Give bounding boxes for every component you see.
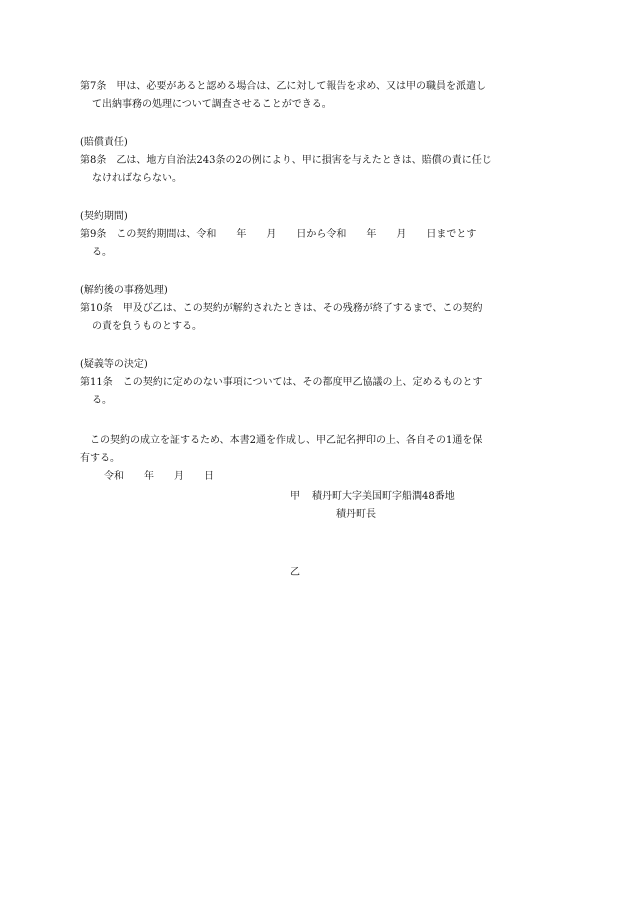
article-11-heading: (疑義等の決定)	[80, 359, 148, 370]
article-7	[80, 78, 550, 114]
article-11	[80, 356, 550, 410]
article-7-line-2: て出納事務の処理について調査させることができる。	[92, 99, 332, 110]
article-10-line-1: 第10条 甲及び乙は、この契約が解約されたときは、その残務が終了するまで、この契約	[80, 303, 483, 314]
signature-date: 令和 年 月 日	[104, 471, 214, 482]
article-8	[80, 134, 550, 188]
article-11-line-2: る。	[92, 395, 112, 406]
party-a-label: 甲	[290, 491, 300, 502]
party-a-address: 積丹町大字美国町字船澗48番地	[312, 491, 455, 502]
article-9	[80, 208, 550, 262]
article-9-line-1: 第9条 この契約期間は、令和 年 月 日から令和 年 月 日までとす	[80, 229, 477, 240]
article-10	[80, 282, 550, 336]
article-9-line-2: る。	[92, 247, 112, 258]
article-10-heading: (解約後の事務処理)	[80, 285, 168, 296]
article-8-line-1: 第8条 乙は、地方自治法243条の2の例により、甲に損害を与えたときは、賠償の責に任じ	[80, 155, 492, 166]
closing-line-1: この契約の成立を証するため、本書2通を作成し、甲乙記名押印の上、各自その1通を保	[80, 435, 483, 446]
party-b-label: 乙	[290, 567, 300, 578]
closing-line-2: 有する。	[80, 453, 120, 464]
article-9-heading: (契約期間)	[80, 211, 128, 222]
article-8-heading: (賠償責任)	[80, 137, 128, 148]
article-11-line-1: 第11条 この契約に定めのない事項については、その都度甲乙協議の上、定めるものとす	[80, 377, 483, 388]
article-7-line-1: 第7条 甲は、必要があると認める場合は、乙に対して報告を求め、又は甲の職員を派遣し	[80, 81, 486, 92]
article-10-line-2: の責を負うものとする。	[92, 321, 202, 332]
closing-statement	[80, 432, 550, 468]
article-8-line-2: なければならない。	[92, 173, 182, 184]
party-a-title: 積丹町長	[336, 509, 376, 520]
